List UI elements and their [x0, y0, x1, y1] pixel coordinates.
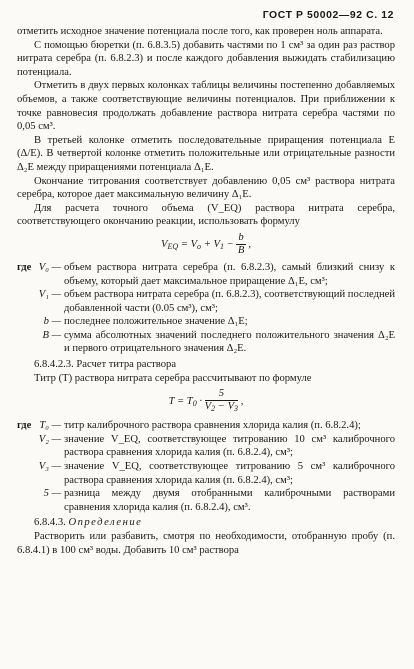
paragraph-6: Для расчета точного объема (V_EQ) раствора нитрата серебра, соответствующего окончанию реакции, использовать формулу	[17, 202, 395, 228]
definition-text: значение V_EQ, соответствующее титрованию 5 см³ калиброчного раствора сравнения хлорида калия (п. 6.8.2.4), см³;	[64, 461, 395, 486]
definition-text: значение V_EQ, соответствующее титрованию 10 см³ калиброчного раствора сравнения хлорида калия (п. 6.8.2.4), см³;	[64, 433, 395, 459]
definition-row	[17, 433, 395, 460]
definition-row	[17, 315, 395, 329]
definition-row	[17, 419, 395, 433]
definition-symbol: V₃ —	[38, 461, 61, 473]
paragraph-5: Окончание титрования соответствует добавлению 0,05 см³ раствора нитрата серебра, которое дает максимальную величину Δ₁E.	[17, 175, 395, 201]
definition-row	[17, 329, 395, 356]
definition-symbol: B —	[42, 329, 61, 341]
definition-lead: где	[17, 420, 32, 432]
definition-text: сумма абсолютных значений последнего положительного значения Δ₂E и первого отрицательного значения Δ₂E.	[64, 329, 395, 355]
definition-symbol: b —	[43, 316, 61, 328]
paragraph-8: Растворить или разбавить, смотря по необходимости, отобранную пробу (п. 6.8.4.1) в 100 см³ воды. Добавить 10 см³ раствора	[17, 531, 395, 556]
definition-text: последнее положительное значение Δ₁E;	[64, 316, 248, 328]
section-heading-6-8-4-2-3: 6.8.4.2.3. Расчет титра раствора	[34, 359, 177, 371]
definition-symbol: V₀ —	[38, 261, 61, 273]
definition-text: титр калиброчного раствора сравнения хлорида калия (п. 6.8.2.4);	[64, 420, 361, 432]
definitions-titer	[17, 419, 395, 514]
definition-symbol: 5 —	[43, 488, 61, 500]
paragraph-1: отметить исходное значение потенциала после того, как проверен ноль аппарата.	[17, 26, 383, 37]
definition-text: разница между двумя отобранными калиброчными растворами сравнения хлорида калия (п. 6.8.2.4), см³.	[64, 488, 395, 513]
fraction-b-over-B: $\frac{b}{B}$	[237, 231, 245, 256]
definition-row	[17, 261, 395, 288]
paragraph-2: С помощью бюретки (п. 6.8.3.5) добавить частями по 1 см³ за один раз раствор нитрата серебра (п. 6.8.2.3) и после каждого добавления выжидать стабилизацию потенциала.	[17, 39, 395, 78]
definition-symbol: V₂ —	[38, 433, 61, 445]
definition-row	[17, 460, 395, 487]
definition-text: объем раствора нитрата серебра (п. 6.8.2.3), самый близкий снизу к объему, который дает максимальное приращение Δ₁E, см³;	[64, 261, 395, 287]
definition-symbol: T₀ —	[39, 420, 61, 432]
definition-row	[17, 288, 395, 315]
definition-symbol: V₁ —	[38, 289, 61, 301]
definition-text: объем раствора нитрата серебра (п. 6.8.2.3), соответствующий последней добавленной части (0.05 см³), см³;	[64, 289, 395, 314]
definitions-veq	[17, 261, 395, 356]
definition-row	[17, 487, 395, 514]
formula-titer: T = T0 · $\frac{5}{V2 - V3}$ ,	[168, 388, 244, 414]
page-header: ГОСТ Р 50002—92 С. 12	[262, 10, 394, 21]
section-heading-6-8-4-3: 6.8.4.3. Определение	[34, 517, 143, 529]
paragraph-4: В третьей колонке отметить последовательные приращения потенциала E (Δ/E). В четвертой колонке отметить положительные или отрицательные разности Δ₂E между приращениями потенциала Δ₁E.	[17, 134, 395, 173]
fraction-5-over-v2-v3: $\frac{5}{V2 - V3}$	[204, 388, 239, 414]
paragraph-3: Отметить в двух первых колонках таблицы величины постепенно добавляемых объемов, а также соответствующие величины потенциалов. При приближении к точке равновесия продолжать добавление раствора нитрата серебра частями по 0,05 см³.	[17, 80, 395, 133]
page-content	[17, 25, 395, 557]
definition-lead: где	[17, 261, 32, 273]
paragraph-7: Титр (T) раствора нитрата серебра рассчитывают по формуле	[34, 372, 312, 384]
formula-veq: VEQ = Vo + V1 − $\frac{b}{B}$ ,	[160, 231, 252, 256]
